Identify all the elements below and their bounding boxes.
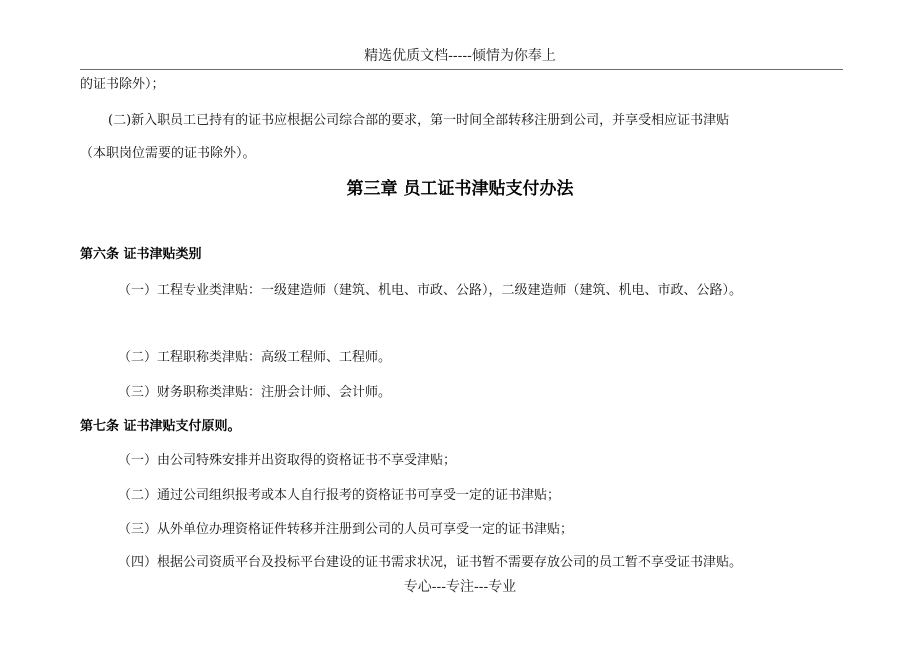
body-line-1: 的证书除外）； [80,77,165,92]
article-6-item-3: （三）财务职称类津贴：注册会计师、会计师。 [118,385,392,400]
article-6-item-2: （二）工程职称类津贴：高级工程师、工程师。 [118,350,392,365]
article-6-item-1: （一）工程专业类津贴：一级建造师（建筑、机电、市政、公路），二级建造师（建筑、机电、市政、公路）。 [118,283,743,298]
article-6-title: 第六条 证书津贴类别 [80,247,202,262]
page-header: 精选优质文档-----倾情为你奉上 [364,48,556,64]
article-7-item-3: （三）从外单位办理资格证件转移并注册到公司的人员可享受一定的证书津贴； [118,522,574,537]
chapter-title: 第三章 员工证书津贴支付办法 [346,179,574,199]
article-7-item-4: （四）根据公司资质平台及投标平台建设的证书需求状况，证书暂不需要存放公司的员工暂不享受证书津贴。 [118,555,743,570]
body-line-3: （本职岗位需要的证书除外）。 [80,146,256,161]
article-7-item-1: （一）由公司特殊安排并出资取得的资格证书不享受津贴； [118,453,457,468]
header-divider [80,69,843,70]
body-line-2: (二)新入职员工已持有的证书应根据公司综合部的要求，第一时间全部转移注册到公司，并享受相应证书津贴 [108,113,730,128]
article-7-title: 第七条 证书津贴支付原则。 [80,419,241,434]
article-7-item-2: （二）通过公司组织报考或本人自行报考的资格证书可享受一定的证书津贴； [118,488,561,503]
page-footer: 专心---专注---专业 [403,579,517,595]
